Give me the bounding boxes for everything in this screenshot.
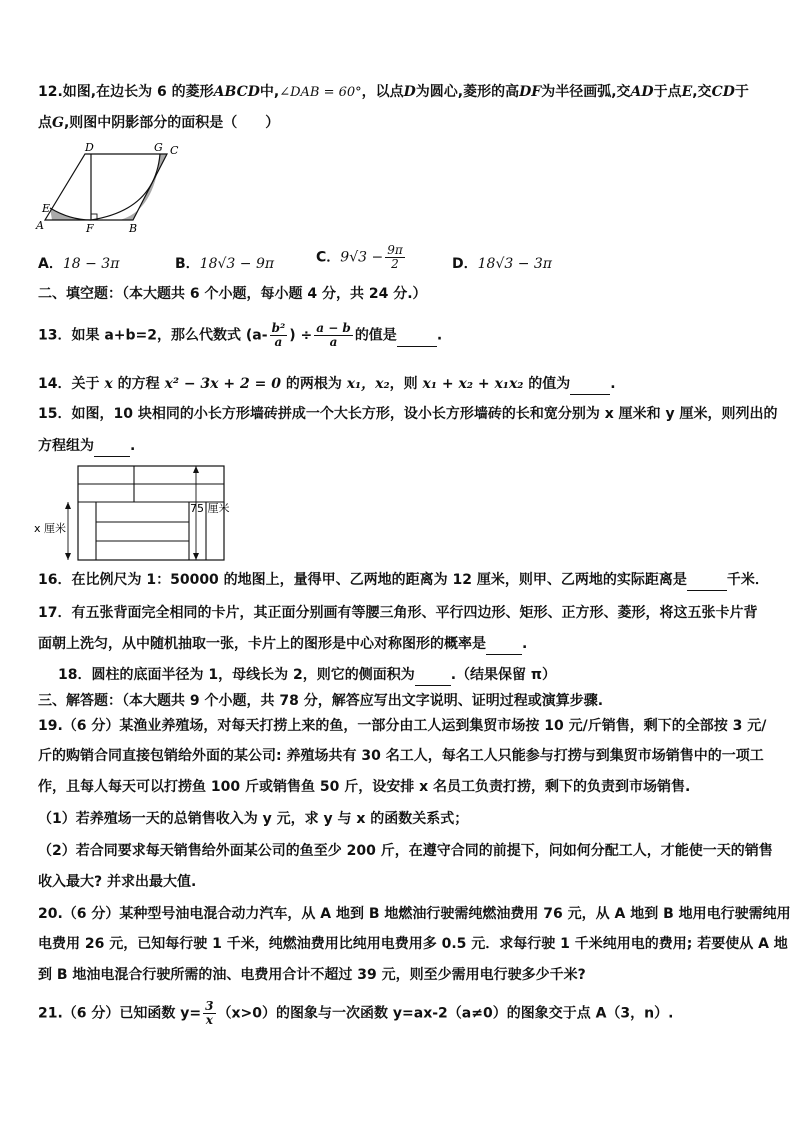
q20-line3: 到 B 地油电混合行驶所需的油、电费用合计不超过 39 元，则至少需用电行驶多少千米? [38, 967, 586, 983]
section2-title: 二、填空题：（本大题共 6 个小题，每小题 4 分，共 24 分.） [38, 286, 427, 302]
q13-answer-blank[interactable] [397, 326, 437, 347]
option-a[interactable]: A．18 − 3π [38, 256, 120, 272]
q19-line3: 作，且每人每天可以打捞鱼 100 斤或销售鱼 50 斤，设安排 x 名员工负责打捞，剩下的负责到市场销售. [38, 779, 691, 795]
q18: 18．圆柱的底面半径为 1，母线长为 2，则它的侧面积为 .（结果保留 π） [58, 665, 556, 686]
label-d: D [85, 141, 94, 154]
section3-title: 三、解答题：（本大题共 9 个小题，共 78 分，解答应写出文字说明、证明过程或演算步骤. [38, 693, 604, 709]
shaded-region-right [120, 154, 167, 220]
brick-wall-figure [34, 462, 244, 566]
arc-eg [50, 154, 160, 220]
q19-part1: （1）若养殖场一天的总销售收入为 y 元，求 y 与 x 的函数关系式； [38, 811, 469, 827]
q12-line2: 点G,则图中阴影部分的面积是（ ） [38, 115, 280, 131]
q15-answer-blank[interactable] [94, 436, 130, 457]
q19-line2: 斤的购销合同直接包销给外面的某公司: 养殖场共有 30 名工人，每名工人只能参与打捞与到集贸市场销售中的一项工 [38, 748, 764, 764]
option-d[interactable]: D．18√3 − 3π [452, 256, 553, 272]
q14-answer-blank[interactable] [570, 374, 610, 395]
q12-line1: 12.如图,在边长为 6 的菱形ABCD中,∠DAB = 60°，以点D为圆心,菱形的高DF为半径画弧,交AD于点E,交CD于 [38, 84, 749, 100]
label-75cm: 75 厘米 [190, 502, 230, 515]
option-b[interactable]: B．18√3 − 9π [175, 256, 275, 272]
label-c: C [170, 144, 179, 157]
q20-line1: 20.（6 分）某种型号油电混合动力汽车，从 A 地到 B 地燃油行驶需纯燃油费用 76 元，从 A 地到 B 地用电行驶需纯用 [38, 906, 791, 922]
label-e: E [42, 202, 51, 215]
label-g: G [154, 141, 163, 154]
q17-line1: 17．有五张背面完全相同的卡片，其正面分别画有等腰三角形、平行四边形、矩形、正方形、菱形，将这五张卡片背 [38, 605, 758, 621]
q14: 14．关于 x 的方程 x² − 3x + 2 = 0 的两根为 x₁，x₂，则 x₁ + x₂ + x₁x₂ 的值为 . [38, 374, 616, 395]
label-b: B [129, 222, 138, 235]
label-f: F [86, 222, 94, 235]
label-a: A [36, 219, 44, 232]
q16-answer-blank[interactable] [687, 570, 727, 591]
q21: 21.（6 分）已知函数 y= $\frac{3}{x}$ （x>0）的图象与一次函数 y=ax-2（a≠0）的图象交于点 A（3，n）. [38, 999, 674, 1027]
q20-line2: 电费用 26 元，已知每行驶 1 千米，纯燃油费用比纯用电费用多 0.5 元．求每行驶 1 千米纯用电的费用; 若要使从 A 地 [38, 936, 788, 952]
q18-answer-blank[interactable] [415, 665, 451, 686]
q16: 16．在比例尺为 1：50000 的地图上，量得甲、乙两地的距离为 12 厘米，则甲、乙两地的实际距离是 千米． [38, 570, 769, 591]
q13: 13．如果 a+b=2，那么代数式 (a- $\frac{\text{b²}}{a}$ ) ÷ $\frac{a - b}{a}$ 的值是 . [38, 321, 443, 349]
label-x-cm: x 厘米 [34, 522, 67, 535]
q19-line1: 19.（6 分）某渔业养殖场，对每天打捞上来的鱼，一部分由工人运到集贸市场按 10 元/斤销售，剩下的全部按 3 元/ [38, 718, 767, 734]
q17-line2: 面朝上洗匀，从中随机抽取一张，卡片上的图形是中心对称图形的概率是 . [38, 634, 527, 655]
q19-part2-line1: （2）若合同要求每天销售给外面某公司的鱼至少 200 斤，在遵守合同的前提下，问如何分配工人，才能使一天的销售 [38, 843, 773, 859]
rhombus-figure [30, 140, 190, 240]
q17-answer-blank[interactable] [486, 634, 522, 655]
q15-line2: 方程组为 . [38, 436, 135, 457]
q19-part2-line2: 收入最大? 并求出最大值. [38, 874, 197, 890]
shaded-region-left [50, 208, 91, 220]
q15-line1: 15．如图，10 块相同的小长方形墙砖拼成一个大长方形，设小长方形墙砖的长和宽分别为 x 厘米和 y 厘米，则列出的 [38, 406, 778, 422]
option-c[interactable]: C．9√3 − $\frac{9\pi}{2}$ [316, 243, 403, 271]
rhombus-outline [45, 154, 167, 220]
